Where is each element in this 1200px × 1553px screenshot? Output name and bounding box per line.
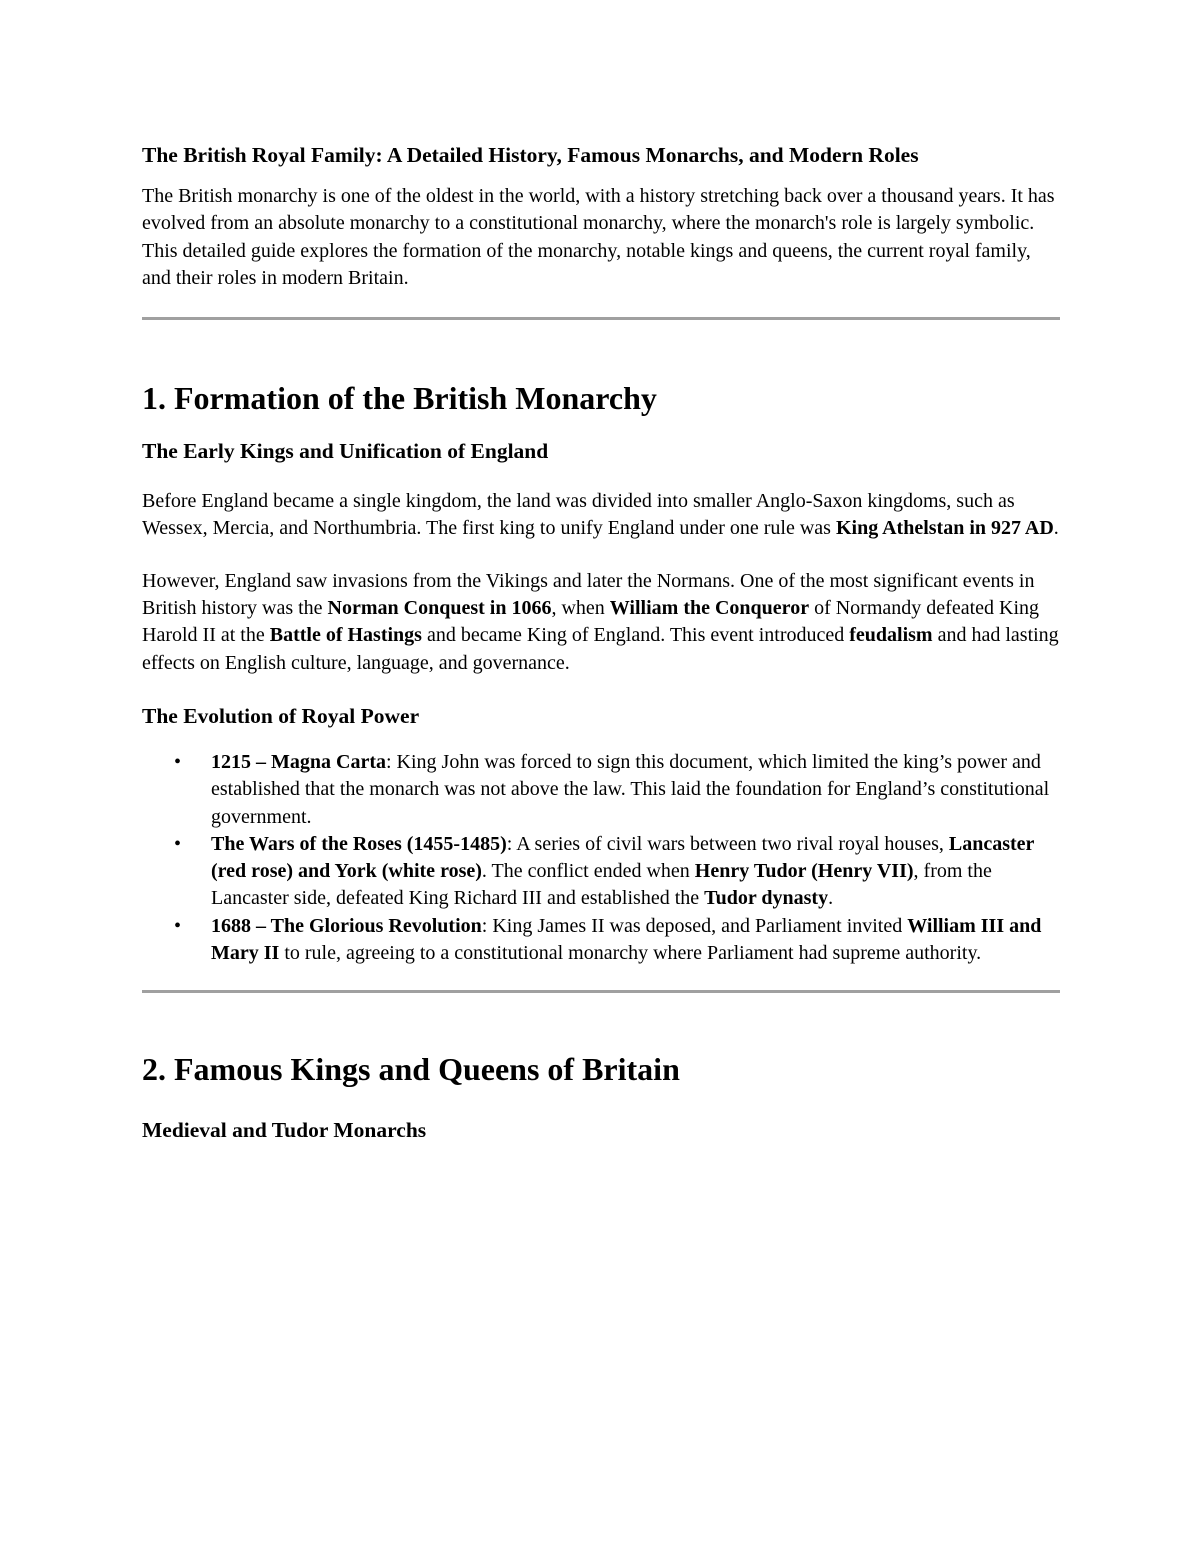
bold-run: The Wars of the Roses (1455-1485) [211,832,507,855]
bold-run: 1215 – Magna Carta [211,750,386,773]
bold-run: Lancaster (red rose) and York (white rose) [211,832,1035,883]
bold-run: 1688 – The Glorious Revolution [211,914,482,937]
text-run: and became King of England. This event introduced [421,624,850,647]
bullet-icon: • [174,832,182,855]
bold-run: Tudor dynasty [704,887,829,910]
section-heading-famous-monarchs: 2. Famous Kings and Queens of Britain [142,1051,680,1088]
horizontal-divider [142,317,1060,320]
list-item [174,831,1060,913]
document-title: The British Royal Family: A Detailed History, Famous Monarchs, and Modern Roles [142,143,919,167]
text-run: of Normandy defeated King Harold II at the [142,597,1039,647]
section-heading-formation: 1. Formation of the British Monarchy [142,380,657,417]
bullet-icon: • [174,750,182,773]
bold-run: King Athelstan in 927 AD [835,517,1054,540]
text-run: . The conflict ended when [481,860,695,883]
document-page [142,140,1060,1144]
horizontal-divider [142,990,1060,993]
subheading-medieval-tudor: Medieval and Tudor Monarchs [142,1118,427,1143]
text-run: : King John was forced to sign this document, which limited the king’s power and established that the monarch was not above the law. This laid the foundation for England’s constitutional government. [211,750,1050,828]
text-run: Before England became a single kingdom, the land was divided into smaller Anglo-Saxon kingdoms, such as Wessex, Mercia, and Northumbria. The first king to unify England under one rule was [142,490,1015,540]
paragraph-unification [142,488,1060,543]
royal-power-list [142,749,1060,967]
list-item [174,913,1060,968]
text-run: : King James II was deposed, and Parliament invited [481,914,908,937]
text-run: and had lasting effects on English culture, language, and governance. [142,624,1059,674]
text-run: . [828,887,834,910]
subheading-early-kings: The Early Kings and Unification of England [142,439,549,464]
text-run: . [1053,517,1059,540]
bold-run: William the Conqueror [609,597,810,620]
bold-run: Henry Tudor (Henry VII) [694,860,914,883]
text-run: , when [551,597,610,620]
bold-run: Norman Conquest in 1066 [327,597,552,620]
paragraph-invasions [142,568,1060,677]
text-run: However, England saw invasions from the Vikings and later the Normans. One of the most significant events in British history was the [142,569,1035,620]
text-run: : A series of civil wars between two rival royal houses, [506,832,949,855]
bold-run: Battle of Hastings [269,624,422,647]
intro-paragraph: The British monarchy is one of the oldest in the world, with a history stretching back over a thousand years. It has evolved from an absolute monarchy to a constitutional monarchy, where the monarch's role is largely symbolic. This detailed guide explores the formation of the monarchy, notable kings and queens, the current royal family, and their roles in modern Britain. [142,185,1055,289]
bold-run: feudalism [849,624,933,647]
text-run: to rule, agreeing to a constitutional monarchy where Parliament had supreme authority. [279,942,982,965]
subheading-royal-power: The Evolution of Royal Power [142,703,420,728]
text-run: , from the Lancaster side, defeated King Richard III and established the [211,860,992,910]
list-item [174,749,1060,831]
bullet-icon: • [174,914,182,937]
bold-run: William III and Mary II [211,914,1042,965]
